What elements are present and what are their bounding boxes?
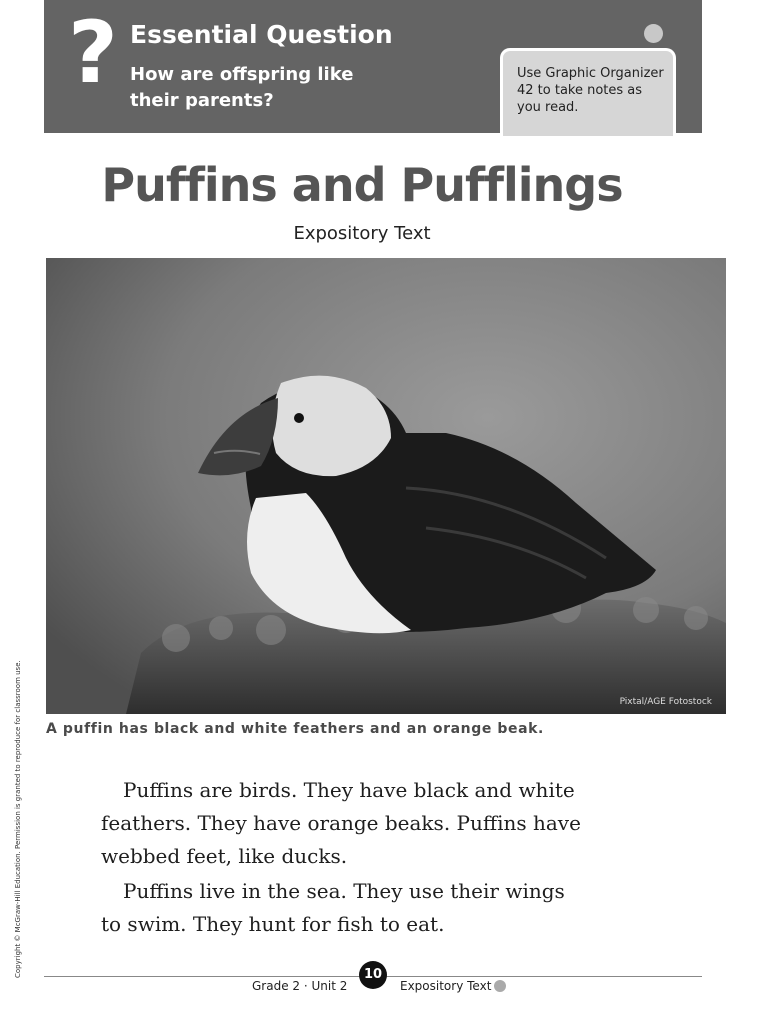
footer-grade-unit: Grade 2 · Unit 2 — [252, 979, 348, 993]
essential-question-title: Essential Question — [130, 20, 393, 49]
question-mark-icon: ? — [68, 3, 118, 103]
graphic-organizer-note — [500, 48, 676, 136]
genre-label: Expository Text — [293, 223, 431, 244]
essential-question-banner — [44, 0, 702, 133]
footer-genre: Expository Text — [400, 979, 492, 993]
footer-dot-icon — [494, 980, 506, 992]
paragraph: Puffins are birds. They have black and white feathers. They have orange beaks. Puffins have webbed feet, like ducks. — [101, 778, 581, 868]
photo-caption: A puffin has black and white feathers and an orange beak. — [46, 721, 544, 737]
decorative-dot — [644, 24, 663, 43]
puffin-photo — [46, 258, 726, 714]
copyright-notice: Copyright © McGraw-Hill Education. Permission is granted to reproduce for classroom use. — [14, 660, 22, 978]
graphic-organizer-text: Use Graphic Organizer 42 to take notes as you read. — [517, 66, 664, 115]
photo-credit: Pixtal/AGE Fotostock — [619, 697, 712, 707]
paragraph: Puffins live in the sea. They use their wings to swim. They hunt for fish to eat. — [101, 879, 565, 936]
essential-question-text: How are offspring like their parents? — [130, 64, 354, 111]
article-body — [101, 774, 581, 943]
page-title: Puffins and Pufflings — [101, 158, 623, 212]
page-number: 10 — [359, 961, 387, 989]
